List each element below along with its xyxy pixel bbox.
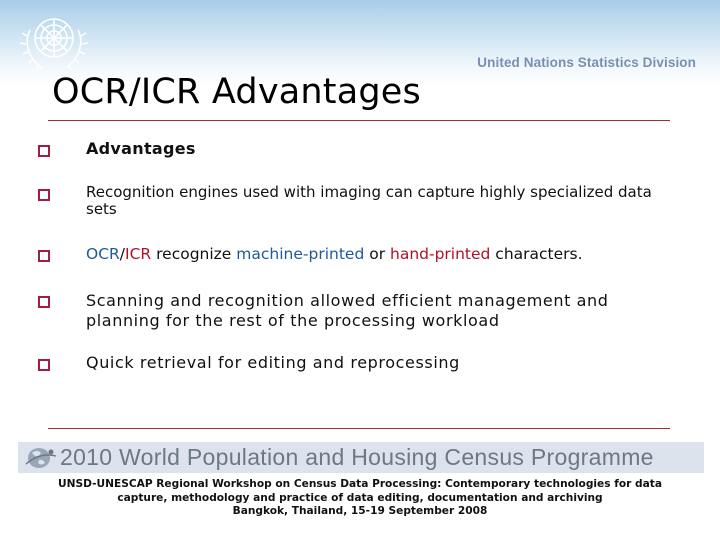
square-bullet-icon <box>38 359 50 371</box>
text-segment: recognize <box>151 245 237 263</box>
footer-line: capture, methodology and practice of data editing, documentation and archiving <box>117 491 603 504</box>
bullet-text <box>86 245 686 263</box>
text-segment: characters. <box>490 245 583 263</box>
footer-line: Bangkok, Thailand, 15-19 September 2008 <box>232 505 488 517</box>
census-banner <box>18 442 704 473</box>
footer-rule <box>48 428 670 429</box>
title-rule <box>48 120 670 121</box>
footer-line: UNSD-UNESCAP Regional Workshop on Census Data Processing: Contemporary technologies for data <box>58 478 662 490</box>
un-emblem-icon <box>18 8 90 76</box>
banner-title: 2010 World Population and Housing Census Programme <box>60 444 654 470</box>
term-hand-printed: hand-printed <box>390 245 491 263</box>
square-bullet-icon <box>38 145 50 157</box>
bullet-text: Recognition engines used with imaging can capture highly specialized data sets <box>86 183 652 218</box>
slide-title: OCR/ICR Advantages <box>52 72 421 112</box>
bullet-text: Scanning and recognition allowed efficient management and planning for the rest of the processing workload <box>86 291 609 330</box>
term-machine-printed: machine-printed <box>236 245 365 263</box>
organization-name: United Nations Statistics Division <box>477 55 696 70</box>
square-bullet-icon <box>38 250 50 262</box>
bullet-text: Quick retrieval for editing and reprocessing <box>86 353 460 372</box>
globe-icon <box>24 444 58 471</box>
term-icr: ICR <box>125 245 152 263</box>
square-bullet-icon <box>38 296 50 308</box>
square-bullet-icon <box>38 189 50 201</box>
text-segment: or <box>364 245 390 263</box>
bullet-text: Advantages <box>86 139 196 158</box>
text-segment: / <box>119 245 126 263</box>
workshop-footer <box>0 478 720 519</box>
term-ocr: OCR <box>86 245 120 263</box>
